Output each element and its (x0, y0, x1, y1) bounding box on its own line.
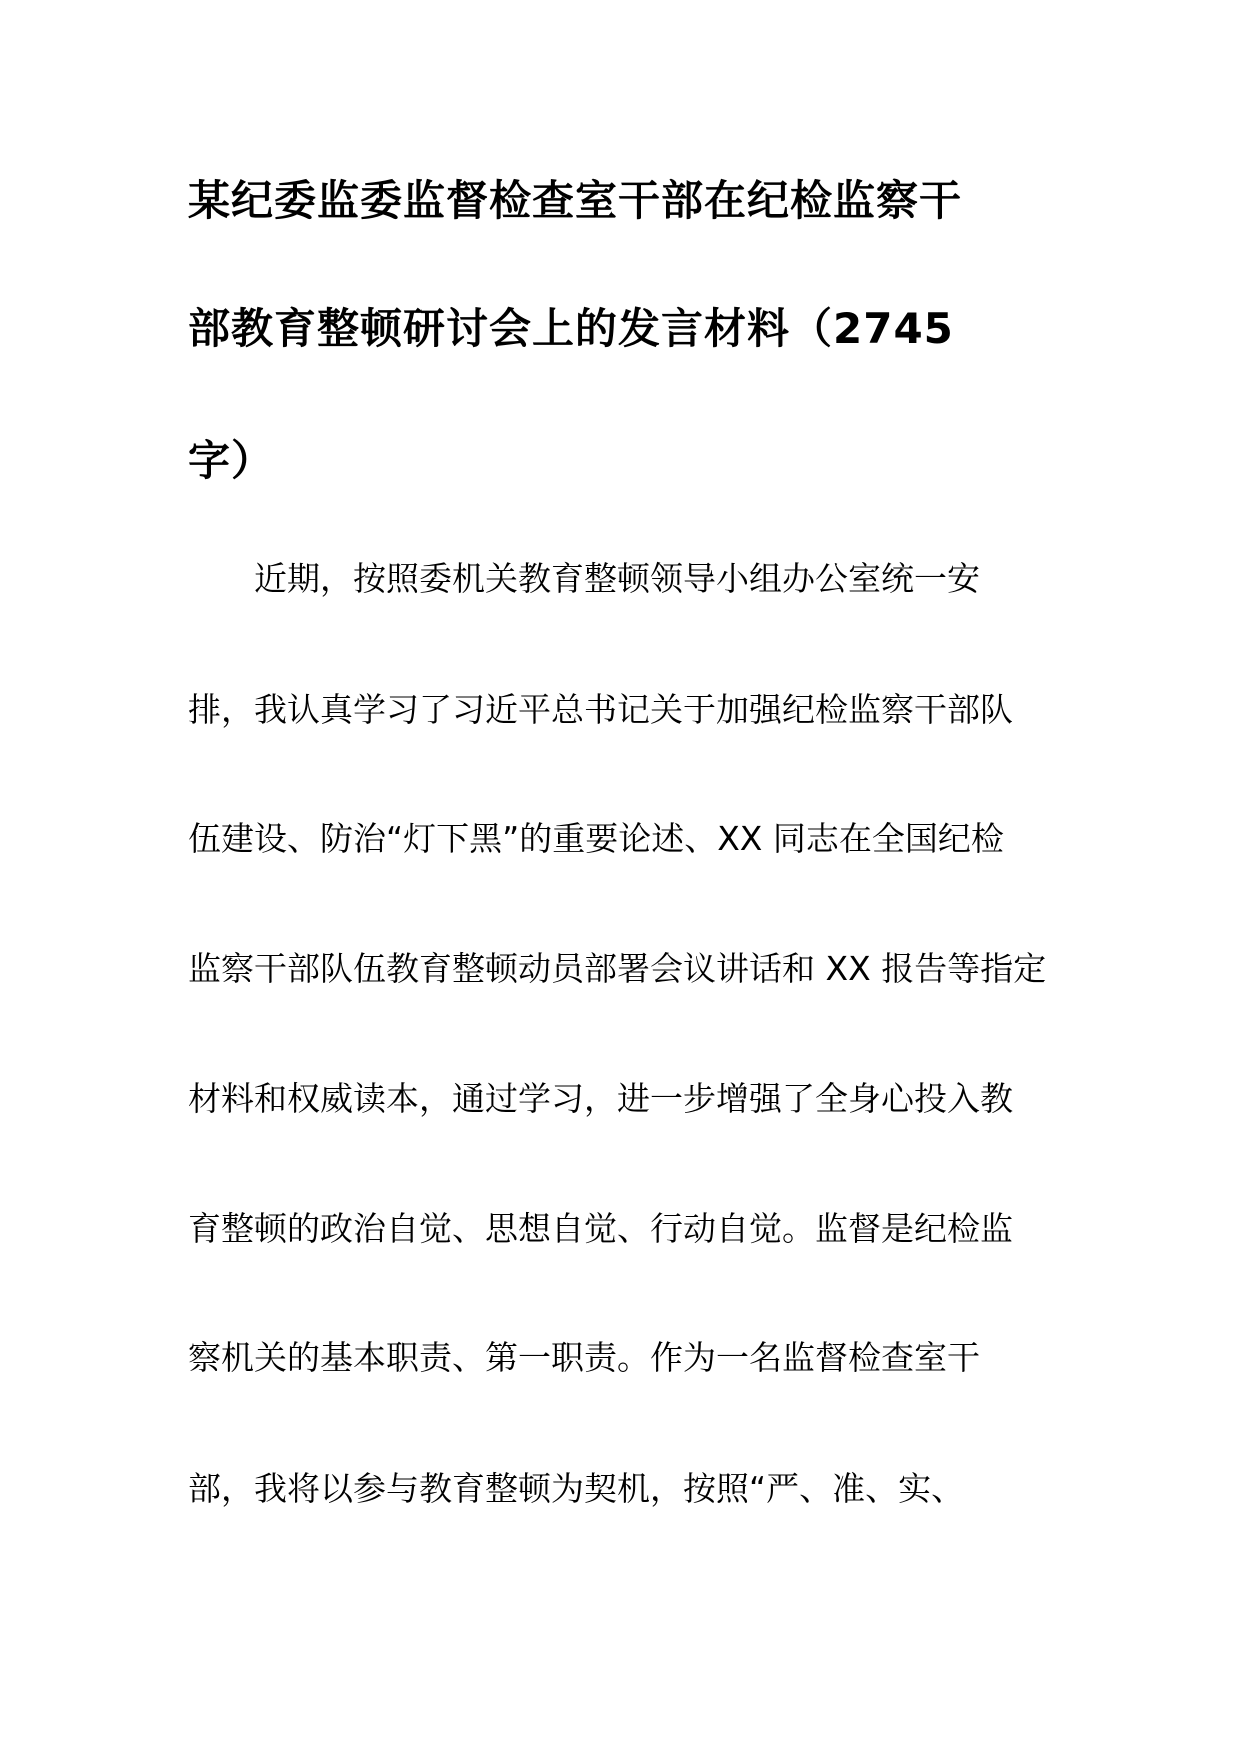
body-line-5: 材料和权威读本，通过学习，进一步增强了全身心投入教 (188, 1079, 1013, 1118)
body-line-2: 排，我认真学习了习近平总书记关于加强纪检监察干部队 (188, 690, 1013, 729)
title-line-3: 字） (188, 436, 275, 485)
title-line-1: 某纪委监委监督检查室干部在纪检监察干 (188, 176, 963, 225)
body-line-6: 育整顿的政治自觉、思想自觉、行动自觉。监督是纪检监 (188, 1209, 1013, 1248)
body-line-8: 部，我将以参与教育整顿为契机，按照“严、准、实、 (188, 1469, 965, 1508)
body-line-3: 伍建设、防治“灯下黑”的重要论述、XX 同志在全国纪检 (188, 819, 1004, 858)
body-line-4: 监察干部队伍教育整顿动员部署会议讲话和 XX 报告等指定 (188, 949, 1047, 988)
body-line-7: 察机关的基本职责、第一职责。作为一名监督检查室干 (188, 1338, 980, 1377)
body-line-1: 近期，按照委机关教育整顿领导小组办公室统一安 (254, 559, 980, 598)
title-line-2: 部教育整顿研讨会上的发言材料（2745 (188, 304, 954, 353)
